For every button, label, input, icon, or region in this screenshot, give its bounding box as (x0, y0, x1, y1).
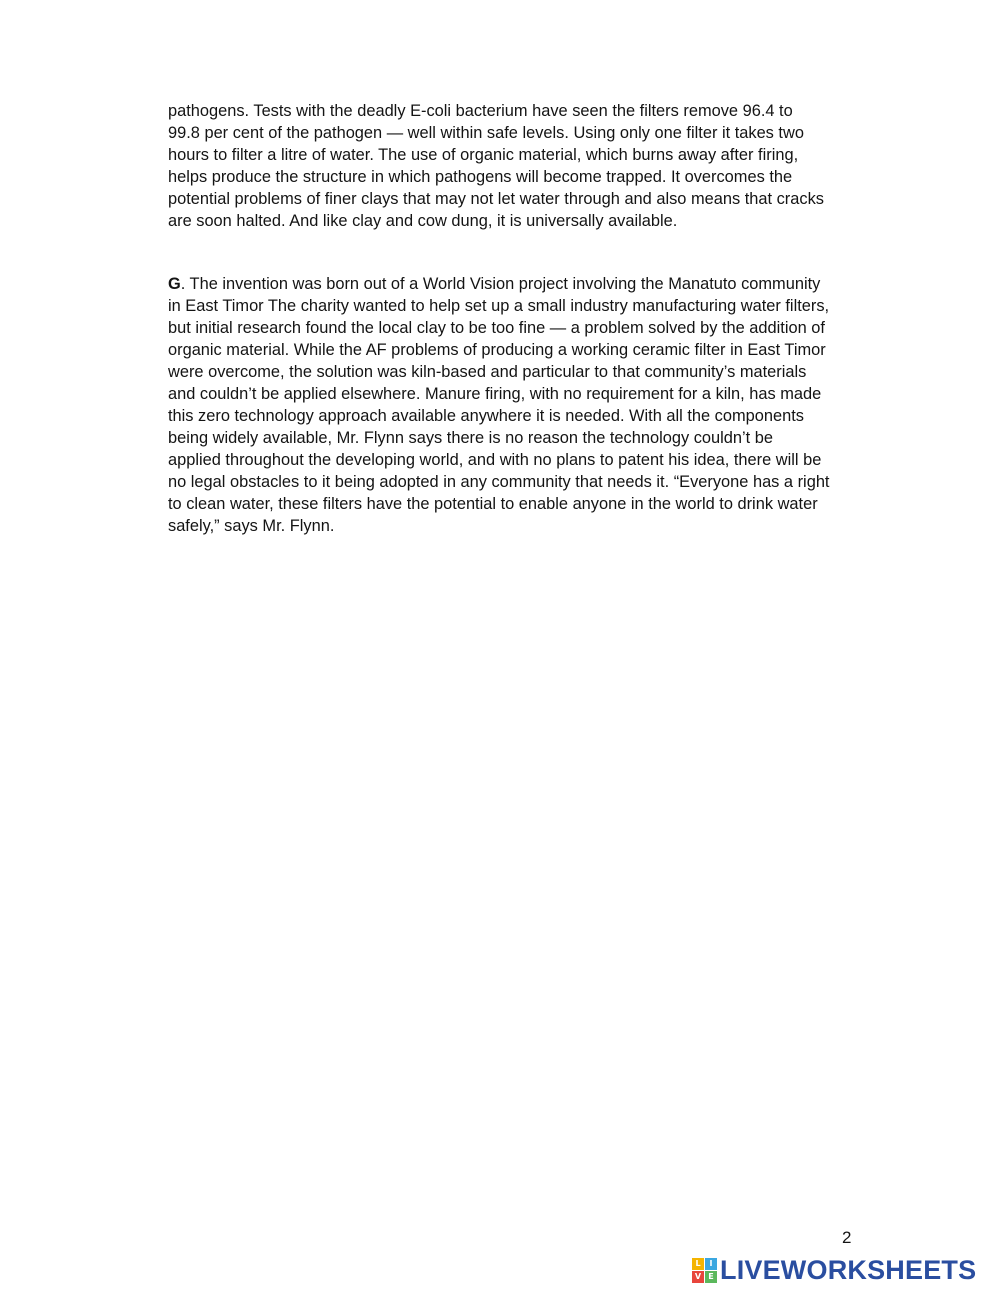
paragraph-line: to clean water, these filters have the potential to enable anyone in the world to drink water (168, 495, 818, 513)
logo-cell: L (692, 1258, 704, 1270)
logo-mark-icon (692, 1258, 717, 1283)
paragraph-g (168, 273, 920, 537)
paragraph-first-line (168, 273, 920, 295)
paragraph-line: this zero technology approach available anywhere it is needed. With all the components (168, 407, 804, 425)
paragraph-line: being widely available, Mr. Flynn says there is no reason the technology couldn’t be (168, 429, 773, 447)
paragraph-line: 99.8 per cent of the pathogen — well within safe levels. Using only one filter it takes two (168, 124, 804, 142)
paragraph-line: and couldn’t be applied elsewhere. Manure firing, with no requirement for a kiln, has made (168, 385, 822, 403)
paragraph-line: hours to filter a litre of water. The use of organic material, which burns away after firing, (168, 146, 799, 164)
paragraph-line: are soon halted. And like clay and cow dung, it is universally available. (168, 212, 678, 230)
paragraph-line: no legal obstacles to it being adopted in any community that needs it. “Everyone has a right (168, 473, 830, 491)
paragraph-line: applied throughout the developing world, and with no plans to patent his idea, there will be (168, 451, 822, 469)
paragraph-line: helps produce the structure in which pathogens will become trapped. It overcomes the (168, 168, 793, 186)
paragraph-line: safely,” says Mr. Flynn. (168, 517, 335, 535)
paragraph-line: but initial research found the local clay to be too fine — a problem solved by the addition of (168, 319, 825, 337)
paragraph-line: in East Timor The charity wanted to help set up a small industry manufacturing water filters, (168, 297, 830, 315)
paragraph-line-text: . The invention was born out of a World Vision project involving the Manatuto community (180, 275, 821, 293)
logo-cell: V (692, 1271, 704, 1283)
logo-cell: I (705, 1258, 717, 1270)
logo-text: LIVEWORKSHEETS (720, 1255, 977, 1285)
paragraph-line: organic material. While the AF problems of producing a working ceramic filter in East Timor (168, 341, 826, 359)
liveworksheets-logo[interactable] (692, 1254, 976, 1286)
paragraph-line: were overcome, the solution was kiln-based and particular to that community’s materials (168, 363, 807, 381)
paragraph-line: pathogens. Tests with the deadly E-coli bacterium have seen the filters remove 96.4 to (168, 102, 793, 120)
logo-cell: E (705, 1271, 717, 1283)
paragraph-label: G (168, 275, 181, 293)
paragraph-f-continued (168, 100, 920, 232)
paragraph-line: potential problems of finer clays that may not let water through and also means that cracks (168, 190, 824, 208)
page-number: 2 (842, 1228, 852, 1247)
